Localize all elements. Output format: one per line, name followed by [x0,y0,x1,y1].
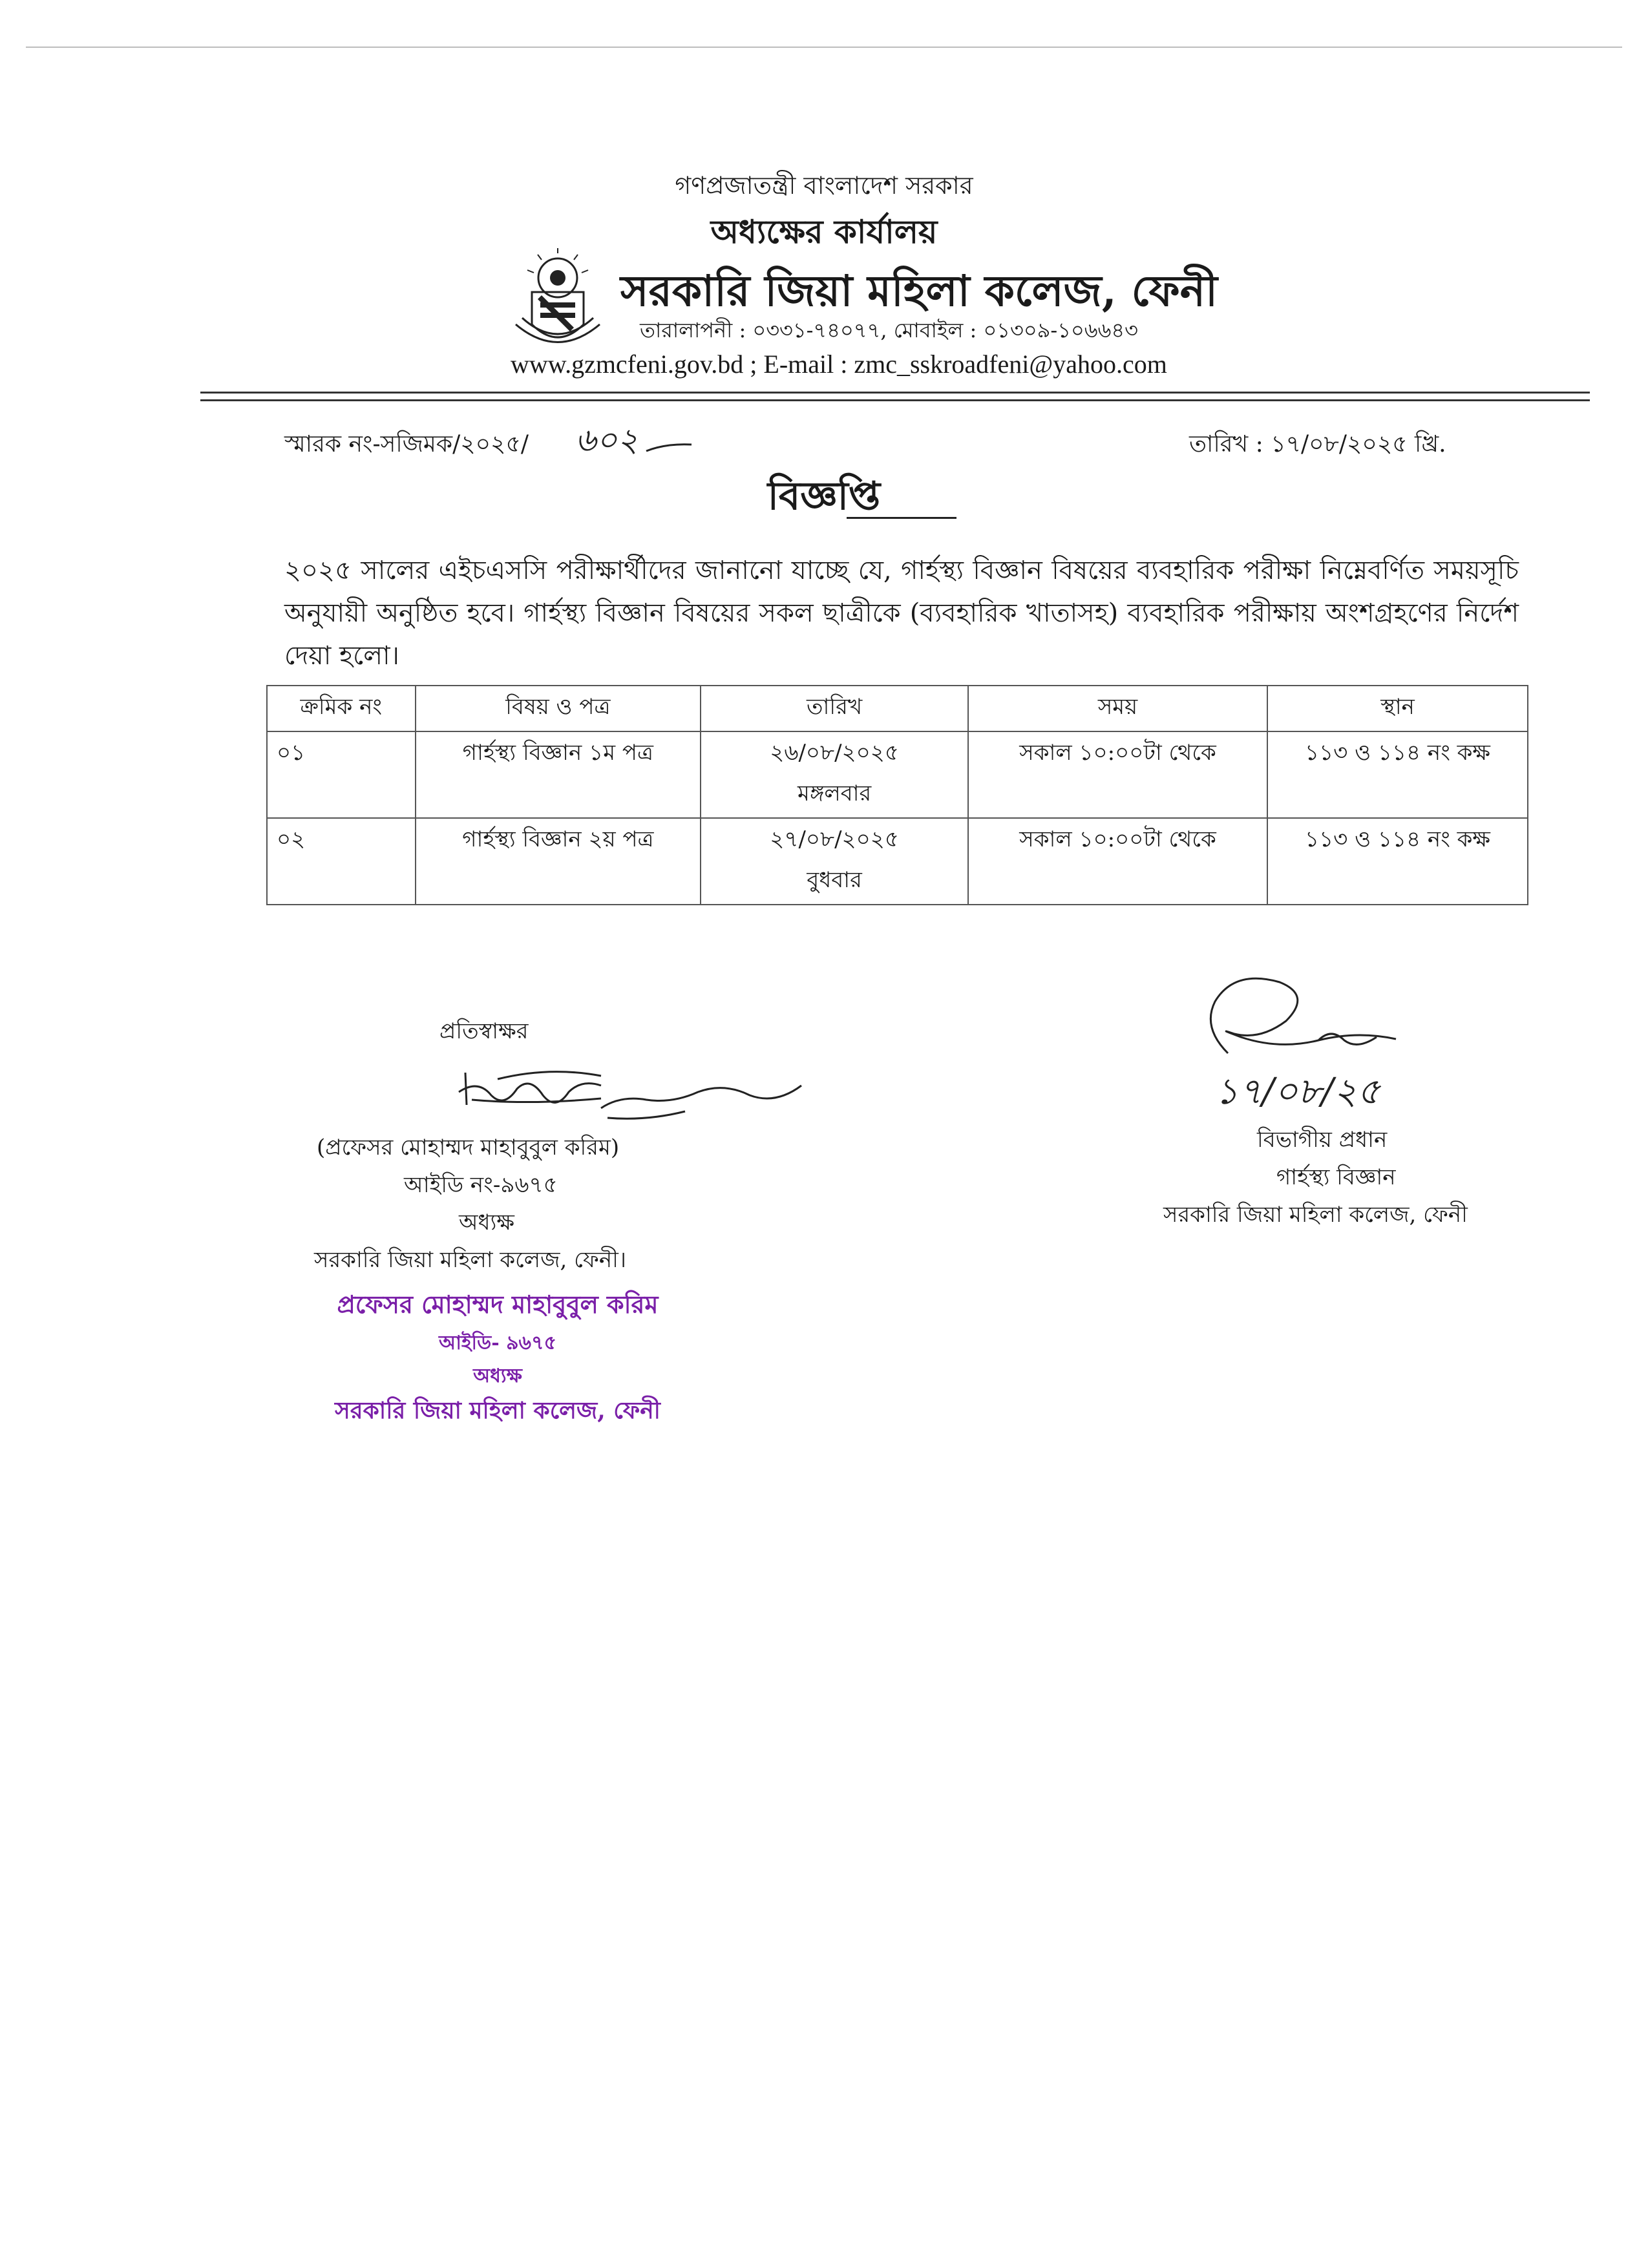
scan-edge-line [26,47,1622,48]
memo-number-handwritten [569,417,698,463]
table-row [267,731,1528,818]
dept-college: সরকারি জিয়া মহিলা কলেজ, ফেনী [1163,1202,1468,1228]
principal-role: অধ্যক্ষ [459,1210,514,1235]
cell-day: বুধবার [807,867,862,893]
office-heading: অধ্যক্ষের কার্যালয় [710,213,938,251]
table-header-row [267,686,1528,731]
table-row [267,818,1528,905]
countersign-label: প্রতিস্বাক্ষর [439,1018,529,1044]
stamp-role: অধ্যক্ষ [473,1365,522,1387]
cell-serial: ০১ [267,731,416,818]
header-subject: বিষয় ও পত্র [416,686,701,731]
cell-date-value: ২৬/০৮/২০২৫ [770,740,899,766]
contact-phone: তারালাপনী : ০৩৩১-৭৪০৭৭, মোবাইল : ০১৩০৯-১০৬৬৪৩ [640,318,1138,342]
cell-place: ১১৩ ও ১১৪ নং কক্ষ [1267,818,1528,905]
official-stamp [317,1286,679,1432]
cell-date [701,818,968,905]
header-time: সময় [968,686,1267,731]
header-rule-bottom [200,399,1590,401]
college-seal-icon [503,247,613,357]
header-rule-top [200,392,1590,394]
notice-title: বিজ্ঞপ্তি [767,474,881,519]
govt-heading: গণপ্রজাতন্ত্রী বাংলাদেশ সরকার [675,171,973,200]
schedule-table [266,685,1528,905]
cell-subject: গার্হস্থ্য বিজ্ঞান ২য় পত্র [416,818,701,905]
notice-date: তারিখ : ১৭/০৮/২০২৫ খ্রি. [1189,431,1446,457]
cell-serial: ০২ [267,818,416,905]
cell-date [701,731,968,818]
cell-time: সকাল ১০:০০টা থেকে [968,731,1267,818]
cell-place: ১১৩ ও ১১৪ নং কক্ষ [1267,731,1528,818]
notice-body: ২০২৫ সালের এইচএসসি পরীক্ষার্থীদের জানানো যাচ্ছে যে, গার্হস্থ্য বিজ্ঞান বিষয়ের ব্যবহারিক পরীক্ষা নিম্নেবর্ণিত সময়সূচি অনুযায়ী অনুষ্ঠিত হবে। গার্হস্থ্য বিজ্ঞান বিষয়ের সকল ছাত্রীকে (ব্যবহারিক খাতাসহ) ব্যবহারিক পরীক্ষায় অংশগ্রহণের নির্দেশ দেয়া হলো। [284,556,1519,671]
svg-text:১৭/০৮/২৫: ১৭/০৮/২৫ [1215,1071,1380,1111]
principal-college: সরকারি জিয়া মহিলা কলেজ, ফেনী। [314,1247,626,1273]
principal-signature [452,1060,814,1131]
principal-name: (প্রফেসর মোহাম্মদ মাহাবুবুল করিম) [317,1135,620,1160]
title-underline [847,517,956,519]
cell-time: সকাল ১০:০০টা থেকে [968,818,1267,905]
dept-name: গার্হস্থ্য বিজ্ঞান [1276,1164,1396,1190]
header-serial: ক্রমিক নং [267,686,416,731]
svg-text:৬০২: ৬০২ [575,421,639,459]
header-date: তারিখ [701,686,968,731]
memo-reference: স্মারক নং-সজিমক/২০২৫/ [284,431,529,457]
college-title: সরকারি জিয়া মহিলা কলেজ, ফেনী [620,266,1218,316]
department-head-signature [1189,963,1461,1111]
cell-date-value: ২৭/০৮/২০২৫ [770,826,899,852]
header-place: স্থান [1267,686,1528,731]
principal-id: আইডি নং-৯৬৭৫ [404,1172,558,1198]
contact-web-email: www.gzmcfeni.gov.bd ; E-mail : zmc_sskroadfeni@yahoo.com [511,350,1167,379]
dept-head-title: বিভাগীয় প্রধান [1257,1127,1388,1153]
stamp-college: সরকারি জিয়া মহিলা কলেজ, ফেনী [335,1397,660,1424]
stamp-name: প্রফেসর মোহাম্মদ মাহাবুবুল করিম [337,1290,659,1319]
cell-subject: গার্হস্থ্য বিজ্ঞান ১ম পত্র [416,731,701,818]
stamp-id: আইডি- ৯৬৭৫ [438,1332,557,1354]
cell-day: মঙ্গলবার [797,781,872,806]
